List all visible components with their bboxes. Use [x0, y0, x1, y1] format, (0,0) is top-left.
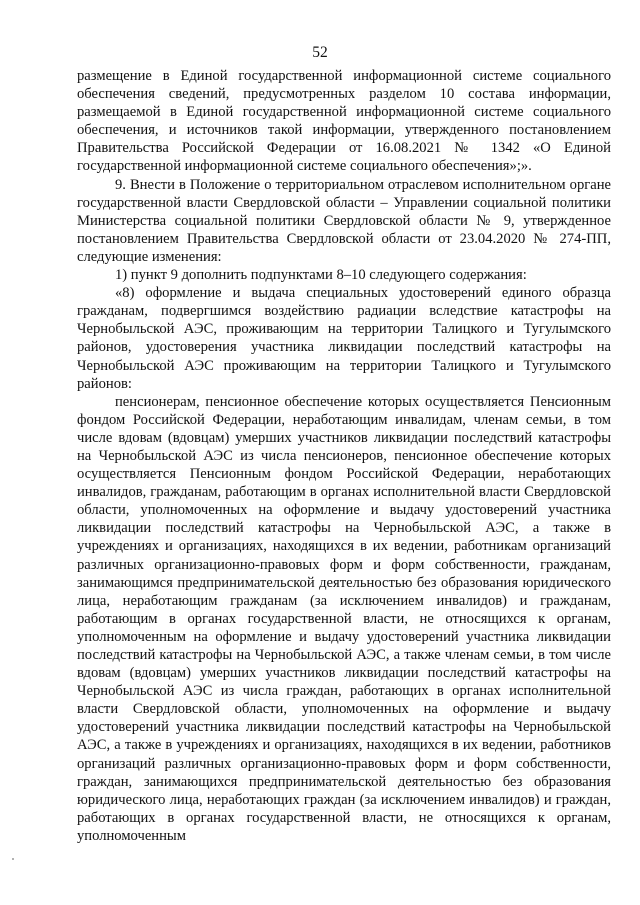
paragraph-subitem-8: «8) оформление и выдача специальных удостоверений единого образца гражданам, подвергшимся воздействию радиации вследствие катастрофы на Чернобыльской АЭС, проживающим на территории Талицкого и Тугулымского районов, удостоверения участника ликвидации последствий катастрофы на Чернобыльской АЭС проживающим на территории Талицкого и Тугулымского районов:	[77, 285, 611, 392]
page-number: 52	[312, 44, 328, 61]
document-body	[77, 67, 611, 845]
paragraph-continuation: размещение в Единой государственной информационной системе социального обеспечения сведений, предусмотренных разделом 10 состава информации, размещаемой в Единой государственной информационной системе социального обеспечения, и источников такой информации, утвержденного постановлением Правительства Российской Федерации от 16.08.2021 № 1342 «О Единой государственной информационной системе социального обеспечения»;».	[77, 68, 611, 175]
paragraph-item-9: 9. Внести в Положение о территориальном отраслевом исполнительном органе государственной власти Свердловской области – Управлении социальной политики Министерства социальной политики Свердловской области № 9, утвержденное постановлением Правительства Свердловской области от 23.04.2020 № 274-ПП, следующие изменения:	[77, 176, 611, 265]
paragraph-pensioners: пенсионерам, пенсионное обеспечение которых осуществляется Пенсионным фондом Российской Федерации, неработающим инвалидам, членам семьи, в том числе вдовам (вдовцам) умерших участников ликвидации последствий катастрофы на Чернобыльской АЭС из числа пенсионеров, пенсионное обеспечение которых осуществляется Пенсионным фондом Российской Федерации, неработающих инвалидов, гражданам, работающим в органах исполнительной власти Свердловской области, уполномоченных на оформление и выдачу удостоверений участника ликвидации последствий катастрофы на Чернобыльской АЭС, а также в учреждениях и организациях, находящихся в их ведении, работникам организаций различных организационно-правовых форм и форм собственности, гражданам, занимающимся предпринимательской деятельностью без образования юридического лица, неработающим гражданам (за исключением инвалидов) и гражданам, работающим в органах государственной власти, не относящихся к органам, уполномоченным на оформление и выдачу удостоверений участника ликвидации последствий катастрофы на Чернобыльской АЭС, а также членам семьи, в том числе вдовам (вдовцам) умерших участников ликвидации последствий катастрофы на Чернобыльской АЭС из числа граждан, работающих в органах исполнительной власти Свердловской области, уполномоченных на оформление и выдачу удостоверений участника ликвидации последствий катастрофы на Чернобыльской АЭС, а также в учреждениях и организациях, находящихся в их ведении, работников организаций различных организационно-правовых форм и форм собственности, граждан, занимающихся предпринимательской деятельностью без образования юридического лица, неработающих граждан (за исключением инвалидов) и граждан, работающих в органах государственной власти, не относящихся к органам, уполномоченным	[77, 393, 611, 844]
scan-speck	[12, 858, 14, 860]
paragraph-subitem-1: 1) пункт 9 дополнить подпунктами 8–10 следующего содержания:	[115, 267, 527, 284]
